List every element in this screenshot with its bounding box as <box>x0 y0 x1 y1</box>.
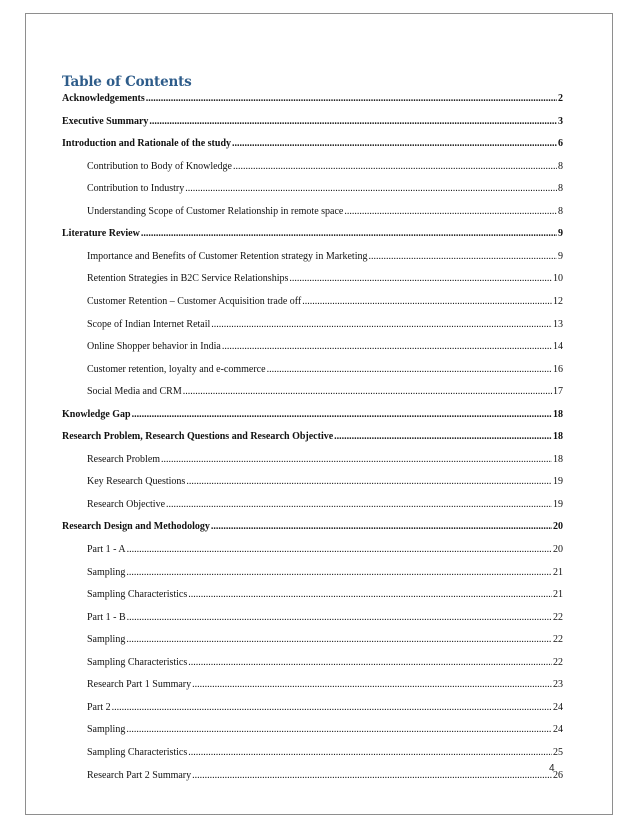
toc-dot-leader <box>233 161 557 172</box>
toc-entry-page: 23 <box>553 679 563 691</box>
toc-entry-label: Research Problem <box>87 453 161 465</box>
toc-entry-label: Retention Strategies in B2C Service Relationships <box>87 273 289 285</box>
toc-entry-page: 9 <box>558 250 563 262</box>
toc-entry[interactable] <box>62 544 563 558</box>
toc-entry-page: 20 <box>553 544 563 555</box>
toc-entry-page: 8 <box>558 160 563 172</box>
toc-entry[interactable] <box>62 431 563 445</box>
toc-dot-leader <box>183 386 552 397</box>
toc-entry-page: 20 <box>553 521 563 533</box>
toc-dot-leader <box>127 544 552 555</box>
toc-dot-leader <box>192 770 552 781</box>
toc-dot-leader <box>368 251 557 262</box>
toc-entry-label: Online Shopper behavior in India <box>87 341 221 353</box>
toc-entry[interactable] <box>62 228 563 242</box>
toc-dot-leader <box>166 499 552 510</box>
toc-entry[interactable] <box>62 567 563 581</box>
toc-entry-page: 22 <box>553 656 563 668</box>
toc-entry-label: Importance and Benefits of Customer Retention strategy in Marketing <box>87 250 368 262</box>
toc-entry-page: 13 <box>553 318 563 330</box>
page-number: 4 <box>549 763 555 774</box>
toc-dot-leader <box>126 634 552 645</box>
toc-entry-label: Research Part 2 Summary <box>87 769 192 781</box>
toc-entry-page: 2 <box>558 93 563 104</box>
toc-entry[interactable] <box>62 319 563 333</box>
toc-dot-leader <box>222 341 552 352</box>
toc-entry-label: Introduction and Rationale of the study <box>62 138 232 150</box>
toc-entry-page: 6 <box>558 138 563 150</box>
toc-entry[interactable] <box>62 341 563 355</box>
toc-entry-label: Part 1 - A <box>87 544 126 555</box>
toc-entry-page: 3 <box>558 115 563 127</box>
toc-entry-page: 9 <box>558 228 563 240</box>
toc-dot-leader <box>112 702 552 713</box>
toc-entry-label: Scope of Indian Internet Retail <box>87 318 211 330</box>
toc-entry-label: Research Part 1 Summary <box>87 679 192 691</box>
toc-entry[interactable] <box>62 679 563 693</box>
toc-entry-label: Research Design and Methodology <box>62 521 210 533</box>
toc-entry-label: Research Problem, Research Questions and Research Objective <box>62 431 334 443</box>
toc-entry-page: 22 <box>553 634 563 646</box>
toc-entry-page: 12 <box>553 295 563 307</box>
toc-entry[interactable] <box>62 296 563 310</box>
toc-entry-label: Research Objective <box>87 498 166 510</box>
toc-entry-page: 18 <box>553 408 563 420</box>
toc-entry-label: Contribution to Body of Knowledge <box>87 160 232 172</box>
toc-entry-page: 8 <box>558 183 563 195</box>
toc-entry-page: 8 <box>558 205 563 217</box>
toc-entry[interactable] <box>62 702 563 716</box>
toc-entry[interactable] <box>62 747 563 761</box>
toc-entry[interactable] <box>62 634 563 648</box>
toc-entry-page: 17 <box>553 386 563 398</box>
toc-entry-page: 16 <box>553 363 563 375</box>
toc-entry[interactable] <box>62 93 563 107</box>
toc-entry-page: 25 <box>553 746 563 758</box>
toc-entry[interactable] <box>62 206 563 220</box>
toc-dot-leader <box>188 657 552 668</box>
toc-entry-label: Key Research Questions <box>87 476 186 488</box>
toc-entry-label: Sampling <box>87 634 126 646</box>
toc-dot-leader <box>302 296 552 307</box>
toc-entry[interactable] <box>62 476 563 490</box>
toc-entry[interactable] <box>62 386 563 400</box>
toc-entry-page: 26 <box>553 769 563 781</box>
toc-entry-label: Understanding Scope of Customer Relationship in remote space <box>87 205 344 217</box>
toc-dot-leader <box>185 183 557 194</box>
toc-entry-page: 24 <box>553 724 563 736</box>
toc-dot-leader <box>334 431 552 442</box>
toc-entry[interactable] <box>62 409 563 423</box>
toc-entry-label: Executive Summary <box>62 115 149 127</box>
toc-entry[interactable] <box>62 161 563 175</box>
toc-entry-label: Part 1 - B <box>87 611 126 623</box>
toc-dot-leader <box>127 612 552 623</box>
toc-entry-label: Sampling <box>87 566 126 578</box>
toc-entry[interactable] <box>62 364 563 378</box>
toc-entry-label: Part 2 <box>87 701 111 713</box>
toc-entry[interactable] <box>62 612 563 626</box>
toc-dot-leader <box>211 521 552 532</box>
toc-dot-leader <box>126 567 552 578</box>
toc-dot-leader <box>149 116 557 127</box>
toc-dot-leader <box>188 747 552 758</box>
toc-dot-leader <box>161 454 552 465</box>
toc-entry[interactable] <box>62 589 563 603</box>
toc-entry-label: Customer Retention – Customer Acquisition trade off <box>87 295 302 307</box>
toc-dot-leader <box>344 206 557 217</box>
toc-entry-label: Sampling <box>87 724 126 736</box>
toc-entry[interactable] <box>62 251 563 265</box>
toc-dot-leader <box>186 476 552 487</box>
toc-entry[interactable] <box>62 657 563 671</box>
toc-entry-label: Customer retention, loyalty and e-commerce <box>87 363 266 375</box>
toc-entry[interactable] <box>62 724 563 738</box>
toc-entry-label: Sampling Characteristics <box>87 589 188 601</box>
toc-entry[interactable] <box>62 273 563 287</box>
toc-dot-leader <box>126 724 552 735</box>
toc-dot-leader <box>192 679 552 690</box>
toc-dot-leader <box>232 138 557 149</box>
toc-entry-page: 18 <box>553 431 563 443</box>
toc-entry[interactable] <box>62 183 563 197</box>
toc-entry-label: Sampling Characteristics <box>87 746 188 758</box>
toc-entry[interactable] <box>62 499 563 513</box>
toc-entry-label: Acknowledgements <box>62 93 145 104</box>
toc-entry-page: 19 <box>553 498 563 510</box>
toc-dot-leader <box>141 228 557 239</box>
toc-dot-leader <box>211 319 552 330</box>
toc-entry-page: 14 <box>553 341 563 353</box>
toc-dot-leader <box>132 409 552 420</box>
toc-entry[interactable] <box>62 770 563 784</box>
toc-entry-label: Sampling Characteristics <box>87 656 188 668</box>
toc-entry-label: Knowledge Gap <box>62 408 131 420</box>
toc-dot-leader <box>289 273 552 284</box>
toc-entry-page: 22 <box>553 611 563 623</box>
toc-entry-page: 19 <box>553 476 563 488</box>
toc-entry-page: 21 <box>553 566 563 578</box>
toc-dot-leader <box>188 589 552 600</box>
toc-entry-page: 18 <box>553 453 563 465</box>
toc-entry[interactable] <box>62 116 563 130</box>
toc-entry-label: Social Media and CRM <box>87 386 182 398</box>
toc-entry[interactable] <box>62 454 563 468</box>
toc-dot-leader <box>146 93 557 104</box>
toc-entry-label: Literature Review <box>62 228 140 240</box>
toc-entry-page: 24 <box>553 701 563 713</box>
toc-entry[interactable] <box>62 521 563 535</box>
toc-entry-label: Contribution to Industry <box>87 183 185 195</box>
page-title: Table of Contents <box>62 74 192 90</box>
toc-entry-page: 21 <box>553 589 563 601</box>
toc-entry[interactable] <box>62 138 563 152</box>
toc-entry-page: 10 <box>553 273 563 285</box>
toc-dot-leader <box>267 364 552 375</box>
